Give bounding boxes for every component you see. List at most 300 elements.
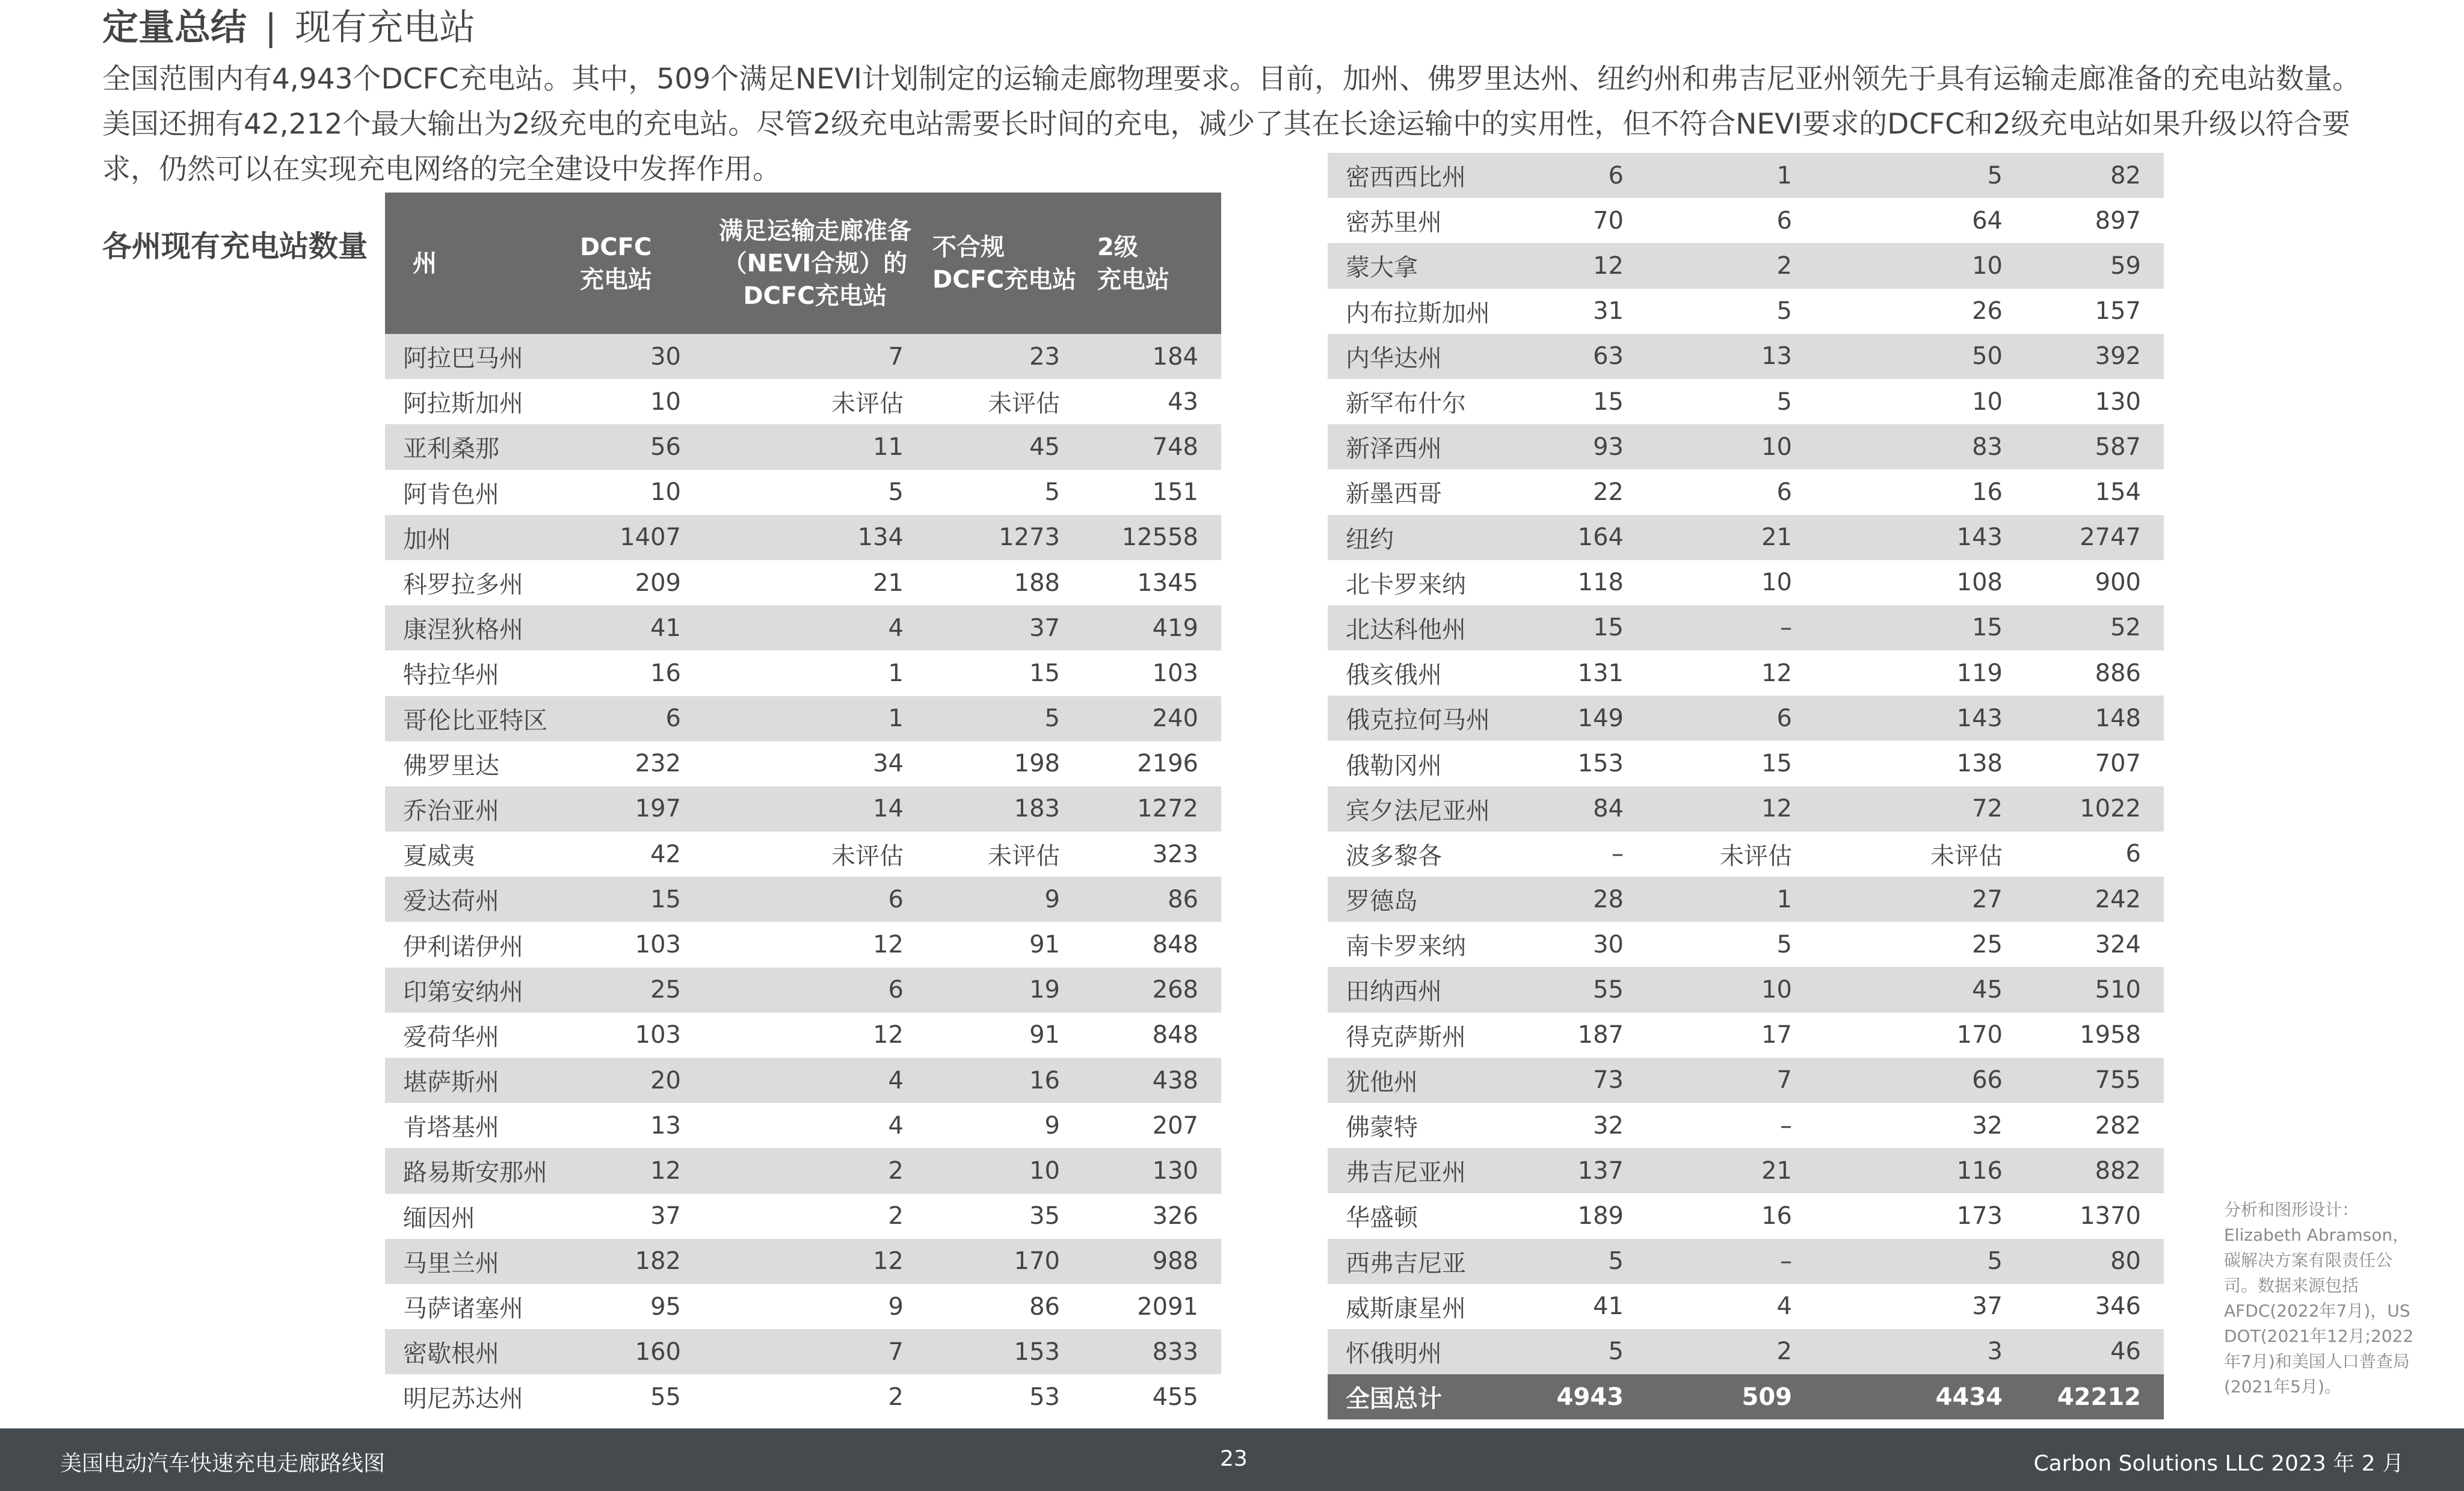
table-row [385,1103,1221,1148]
value-cell: 184 [1083,334,1221,379]
value-cell: 134 [704,515,926,560]
value-cell: 23 [926,334,1083,379]
table-row [385,696,1221,741]
value-cell: 182 [578,1239,704,1284]
value-cell: 6 [1646,198,1815,243]
value-cell: 未评估 [926,379,1083,424]
value-cell: 30 [578,334,704,379]
value-cell: 9 [704,1284,926,1329]
table-row [385,1284,1221,1329]
value-cell: 59 [2025,243,2164,288]
value-cell: 5 [1815,153,2025,198]
value-cell: 16 [926,1058,1083,1103]
table-row [1328,243,2164,288]
value-cell: 164 [1520,515,1646,560]
title-separator: | [265,7,277,49]
table-row [385,1329,1221,1374]
table-row [1328,1284,2164,1329]
state-name-cell: 马里兰州 [385,1239,578,1284]
credit-note: 分析和图形设计：Elizabeth Abramson，碳解决方案有限责任公司。数据来源包括AFDC(2022年7月)，US DOT(2021年12月;2022年7月)和美国人口普查局(2021年5月)。 [2224,1200,2414,1397]
table-row [385,1013,1221,1058]
value-cell: 34 [704,741,926,786]
table-row [1328,153,2164,198]
table-row [385,786,1221,832]
value-cell: 103 [1083,650,1221,696]
footer-page-number: 23 [1220,1446,1248,1471]
table-row [385,560,1221,605]
value-cell: 15 [1520,379,1646,424]
page-footer [0,1428,2464,1491]
value-cell: 41 [578,605,704,650]
value-cell: 170 [926,1239,1083,1284]
value-cell: 5 [1520,1239,1646,1284]
state-name-cell: 印第安纳州 [385,968,578,1013]
value-cell: 70 [1520,198,1646,243]
value-cell: 2 [1646,243,1815,288]
value-cell: 21 [1646,515,1815,560]
state-name-cell: 堪萨斯州 [385,1058,578,1103]
value-cell: 27 [1815,877,2025,922]
value-cell: 10 [578,379,704,424]
value-cell: 91 [926,1013,1083,1058]
table-row [385,832,1221,877]
value-cell: 137 [1520,1148,1646,1193]
value-cell: – [1646,605,1815,650]
state-name-cell: 宾夕法尼亚州 [1328,786,1520,832]
title-bold: 定量总结 [102,7,247,49]
value-cell: 5 [704,470,926,515]
state-name-cell: 内华达州 [1328,334,1520,379]
value-cell: 73 [1520,1058,1646,1103]
value-cell: 848 [1083,1013,1221,1058]
value-cell: 153 [1520,741,1646,786]
value-cell: 2 [704,1148,926,1193]
value-cell: 5 [926,696,1083,741]
state-name-cell: 俄亥俄州 [1328,650,1520,696]
table-row [385,1148,1221,1193]
value-cell: 7 [1646,1058,1815,1103]
value-cell: 56 [578,424,704,469]
value-cell: 5 [1815,1239,2025,1284]
value-cell: 84 [1520,786,1646,832]
state-name-cell: 阿肯色州 [385,470,578,515]
value-cell: 未评估 [704,379,926,424]
value-cell: 55 [578,1374,704,1419]
value-cell: 15 [1815,605,2025,650]
value-cell: 37 [926,605,1083,650]
value-cell: 282 [2025,1103,2164,1148]
table-row [1328,1103,2164,1148]
table-row [1328,515,2164,560]
value-cell: 346 [2025,1284,2164,1329]
value-cell: 900 [2025,560,2164,605]
table-row [1328,1329,2164,1374]
table-row [1328,1148,2164,1193]
value-cell: 108 [1815,560,2025,605]
value-cell: 1022 [2025,786,2164,832]
value-cell: 326 [1083,1194,1221,1239]
value-cell: 63 [1520,334,1646,379]
value-cell: 4 [1646,1284,1815,1329]
table-row [1328,605,2164,650]
value-cell: 10 [926,1148,1083,1193]
value-cell: 10 [578,470,704,515]
state-name-cell: 纽约 [1328,515,1520,560]
table-row [385,1239,1221,1284]
value-cell: 455 [1083,1374,1221,1419]
state-name-cell: 北达科他州 [1328,605,1520,650]
value-cell: 46 [2025,1329,2164,1374]
value-cell: 4 [704,1058,926,1103]
value-cell: 1 [704,650,926,696]
value-cell: 16 [1815,469,2025,514]
table-row [1328,1239,2164,1284]
value-cell: 183 [926,786,1083,832]
value-cell: 未评估 [704,832,926,877]
value-cell: 3 [1815,1329,2025,1374]
value-cell: 118 [1520,560,1646,605]
state-name-cell: 俄克拉何马州 [1328,696,1520,741]
value-cell: 1272 [1083,786,1221,832]
value-cell: 86 [1083,877,1221,922]
right-station-table [1328,153,2164,1419]
state-name-cell: 马萨诸塞州 [385,1284,578,1329]
value-cell: 5 [1520,1329,1646,1374]
value-cell: 5 [1646,379,1815,424]
value-cell: 12 [1646,786,1815,832]
value-cell: 848 [1083,922,1221,967]
table-row [385,470,1221,515]
table-row [1328,334,2164,379]
title-rest: 现有充电站 [295,7,476,49]
value-cell: 5 [1646,289,1815,334]
state-name-cell: 佛蒙特 [1328,1103,1520,1148]
table-row [385,424,1221,469]
value-cell: 7 [704,1329,926,1374]
state-name-cell: 科罗拉多州 [385,560,578,605]
total-value-cell: 4943 [1520,1374,1646,1419]
state-name-cell: 威斯康星州 [1328,1284,1520,1329]
value-cell: 20 [578,1058,704,1103]
value-cell: 268 [1083,968,1221,1013]
state-name-cell: 阿拉斯加州 [385,379,578,424]
table-row [1328,922,2164,967]
value-cell: 12558 [1083,515,1221,560]
value-cell: 未评估 [926,832,1083,877]
value-cell: 207 [1083,1103,1221,1148]
value-cell: 13 [1646,334,1815,379]
value-cell: 173 [1815,1193,2025,1238]
state-name-cell: 路易斯安那州 [385,1148,578,1193]
value-cell: 148 [2025,696,2164,741]
total-row [1328,1374,2164,1419]
state-name-cell: 新泽西州 [1328,424,1520,469]
state-name-cell: 密西西比州 [1328,153,1520,198]
state-name-cell: 明尼苏达州 [385,1374,578,1419]
state-name-cell: 哥伦比亚特区 [385,696,578,741]
value-cell: 1958 [2025,1013,2164,1058]
header-level2: 2级 充电站 [1083,193,1221,334]
value-cell: 12 [704,1013,926,1058]
value-cell: 6 [1646,696,1815,741]
state-name-cell: 伊利诺伊州 [385,922,578,967]
value-cell: 209 [578,560,704,605]
table-row [1328,877,2164,922]
left-station-table [385,193,1221,1420]
state-name-cell: 弗吉尼亚州 [1328,1148,1520,1193]
state-name-cell: 乔治亚州 [385,786,578,832]
value-cell: 4 [704,1103,926,1148]
value-cell: 52 [2025,605,2164,650]
value-cell: 50 [1815,334,2025,379]
value-cell: 6 [578,696,704,741]
value-cell: 198 [926,741,1083,786]
value-cell: 80 [2025,1239,2164,1284]
state-name-cell: 北卡罗来纳 [1328,560,1520,605]
table-row [385,741,1221,786]
value-cell: 1 [1646,153,1815,198]
value-cell: 1345 [1083,560,1221,605]
state-name-cell: 怀俄明州 [1328,1329,1520,1374]
value-cell: 143 [1815,696,2025,741]
value-cell: 197 [578,786,704,832]
table-row [1328,967,2164,1012]
value-cell: 1273 [926,515,1083,560]
value-cell: 55 [1520,967,1646,1012]
value-cell: 25 [1815,922,2025,967]
value-cell: 9 [926,877,1083,922]
value-cell: 1 [704,696,926,741]
value-cell: 707 [2025,741,2164,786]
value-cell: 419 [1083,605,1221,650]
table-row [1328,650,2164,696]
table-row [1328,379,2164,424]
value-cell: 41 [1520,1284,1646,1329]
total-label-cell: 全国总计 [1328,1374,1520,1419]
value-cell: 2 [704,1194,926,1239]
state-name-cell: 新墨西哥 [1328,469,1520,514]
table-row [1328,289,2164,334]
value-cell: 1370 [2025,1193,2164,1238]
value-cell: 1407 [578,515,704,560]
value-cell: 82 [2025,153,2164,198]
table-row [385,922,1221,967]
value-cell: 103 [578,922,704,967]
value-cell: 16 [1646,1193,1815,1238]
table-row [1328,198,2164,243]
value-cell: 35 [926,1194,1083,1239]
state-name-cell: 缅因州 [385,1194,578,1239]
value-cell: 143 [1815,515,2025,560]
table-row [385,968,1221,1013]
table-row [385,515,1221,560]
state-name-cell: 波多黎各 [1328,832,1520,877]
table-row [385,1194,1221,1239]
value-cell: 28 [1520,877,1646,922]
value-cell: 748 [1083,424,1221,469]
value-cell: 5 [1646,922,1815,967]
value-cell: 138 [1815,741,2025,786]
value-cell: 882 [2025,1148,2164,1193]
value-cell: 151 [1083,470,1221,515]
value-cell: 392 [2025,334,2164,379]
table-row [385,1374,1221,1419]
value-cell: 154 [2025,469,2164,514]
value-cell: 510 [2025,967,2164,1012]
value-cell: 897 [2025,198,2164,243]
value-cell: 93 [1520,424,1646,469]
state-name-cell: 田纳西州 [1328,967,1520,1012]
section-label: 各州现有充电站数量 [102,229,368,264]
value-cell: 116 [1815,1148,2025,1193]
value-cell: 15 [926,650,1083,696]
value-cell: 833 [1083,1329,1221,1374]
value-cell: 64 [1815,198,2025,243]
state-name-cell: 康涅狄格州 [385,605,578,650]
value-cell: 2091 [1083,1284,1221,1329]
state-name-cell: 夏威夷 [385,832,578,877]
value-cell: 153 [926,1329,1083,1374]
header-non-compliant: 不合规 DCFC充电站 [926,193,1083,334]
value-cell: 91 [926,922,1083,967]
value-cell: 53 [926,1374,1083,1419]
value-cell: 32 [1815,1103,2025,1148]
table-row [1328,1013,2164,1058]
state-name-cell: 犹他州 [1328,1058,1520,1103]
table-row [1328,1058,2164,1103]
value-cell: 323 [1083,832,1221,877]
table-row [1328,832,2164,877]
value-cell: 438 [1083,1058,1221,1103]
state-name-cell: 俄勒冈州 [1328,741,1520,786]
state-name-cell: 南卡罗来纳 [1328,922,1520,967]
value-cell: 42 [578,832,704,877]
value-cell: 130 [1083,1148,1221,1193]
value-cell: 6 [704,968,926,1013]
state-name-cell: 西弗吉尼亚 [1328,1239,1520,1284]
value-cell: 37 [578,1194,704,1239]
state-name-cell: 华盛顿 [1328,1193,1520,1238]
state-name-cell: 内布拉斯加州 [1328,289,1520,334]
value-cell: 188 [926,560,1083,605]
value-cell: 130 [2025,379,2164,424]
value-cell: 5 [926,470,1083,515]
value-cell: 14 [704,786,926,832]
value-cell: 37 [1815,1284,2025,1329]
value-cell: 83 [1815,424,2025,469]
value-cell: – [1520,832,1646,877]
state-name-cell: 亚利桑那 [385,424,578,469]
state-name-cell: 特拉华州 [385,650,578,696]
value-cell: 755 [2025,1058,2164,1103]
state-name-cell: 蒙大拿 [1328,243,1520,288]
table-row [385,334,1221,379]
value-cell: 12 [704,922,926,967]
table-row [385,379,1221,424]
value-cell: 45 [926,424,1083,469]
total-value-cell: 509 [1646,1374,1815,1419]
value-cell: 189 [1520,1193,1646,1238]
value-cell: 32 [1520,1103,1646,1148]
value-cell: 13 [578,1103,704,1148]
value-cell: 未评估 [1646,832,1815,877]
state-name-cell: 爱荷华州 [385,1013,578,1058]
value-cell: 2196 [1083,741,1221,786]
value-cell: – [1646,1103,1815,1148]
value-cell: 19 [926,968,1083,1013]
value-cell: 157 [2025,289,2164,334]
table-row [385,605,1221,650]
value-cell: 21 [1646,1148,1815,1193]
value-cell: 12 [578,1148,704,1193]
state-name-cell: 密歇根州 [385,1329,578,1374]
value-cell: 6 [1520,153,1646,198]
state-name-cell: 密苏里州 [1328,198,1520,243]
value-cell: 1 [1646,877,1815,922]
value-cell: 10 [1646,424,1815,469]
value-cell: 119 [1815,650,2025,696]
value-cell: 2 [704,1374,926,1419]
table-row [385,650,1221,696]
table-row [1328,469,2164,514]
state-name-cell: 得克萨斯州 [1328,1013,1520,1058]
value-cell: 240 [1083,696,1221,741]
total-value-cell: 42212 [2025,1374,2164,1419]
table-row [1328,424,2164,469]
value-cell: 10 [1815,243,2025,288]
value-cell: 149 [1520,696,1646,741]
value-cell: 232 [578,741,704,786]
value-cell: 187 [1520,1013,1646,1058]
value-cell: 11 [704,424,926,469]
value-cell: 9 [926,1103,1083,1148]
value-cell: 12 [1520,243,1646,288]
value-cell: – [1646,1239,1815,1284]
value-cell: 7 [704,334,926,379]
value-cell: 86 [926,1284,1083,1329]
value-cell: 72 [1815,786,2025,832]
value-cell: 31 [1520,289,1646,334]
value-cell: 45 [1815,967,2025,1012]
value-cell: 22 [1520,469,1646,514]
state-name-cell: 阿拉巴马州 [385,334,578,379]
value-cell: 10 [1646,967,1815,1012]
total-value-cell: 4434 [1815,1374,2025,1419]
header-state: 州 [385,193,578,334]
state-name-cell: 爱达荷州 [385,877,578,922]
value-cell: 17 [1646,1013,1815,1058]
value-cell: 10 [1815,379,2025,424]
value-cell: 10 [1646,560,1815,605]
value-cell: 15 [1520,605,1646,650]
table-row [1328,786,2164,832]
header-dcfc: DCFC 充电站 [578,193,704,334]
value-cell: 587 [2025,424,2164,469]
page-title [102,2,475,53]
table-row [1328,1193,2164,1238]
value-cell: 2 [1646,1329,1815,1374]
value-cell: 324 [2025,922,2164,967]
state-name-cell: 加州 [385,515,578,560]
value-cell: 16 [578,650,704,696]
value-cell: 170 [1815,1013,2025,1058]
value-cell: 21 [704,560,926,605]
state-name-cell: 罗德岛 [1328,877,1520,922]
state-name-cell: 佛罗里达 [385,741,578,786]
value-cell: 15 [1646,741,1815,786]
table-row [385,877,1221,922]
value-cell: 66 [1815,1058,2025,1103]
